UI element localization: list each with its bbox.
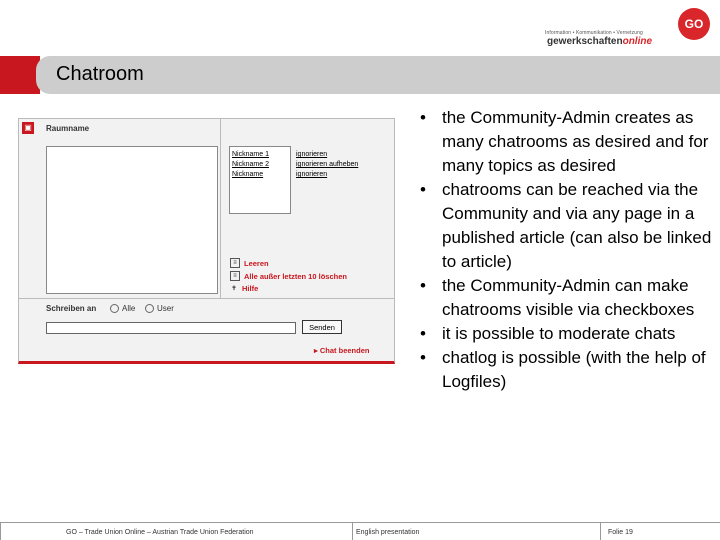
clear-all-action[interactable] — [230, 271, 347, 281]
bullet-text: chatlog is possible (with the help of Logfiles) — [442, 348, 706, 391]
logo-wordmark — [547, 36, 652, 47]
radio-icon — [145, 304, 154, 313]
bullet-marker: • — [420, 180, 426, 199]
room-name-label: Raumname — [46, 124, 90, 133]
write-to-label: Schreiben an — [46, 304, 97, 313]
logo-word-main: gewerkschaften — [547, 36, 623, 47]
radio-user-label: User — [157, 304, 174, 313]
help-action[interactable] — [230, 284, 258, 293]
end-chat-link[interactable]: ▸ Chat beenden — [314, 346, 370, 355]
logo-word-suffix: online — [622, 36, 653, 47]
footer-left: GO – Trade Union Online – Austrian Trade Union Federation — [66, 529, 254, 536]
chat-window-icon: ▣ — [22, 122, 34, 134]
footer-divider — [600, 522, 601, 540]
bullet-marker: • — [420, 108, 426, 127]
go-logo: GO — [678, 8, 710, 40]
help-icon: ✝ — [231, 285, 237, 292]
clear-all-label: Alle außer letzten 10 löschen — [244, 271, 347, 281]
feature-list — [420, 106, 716, 394]
list-item — [420, 106, 716, 178]
radio-all-label: Alle — [122, 304, 136, 313]
user-item[interactable]: Nickname 1 — [232, 151, 269, 158]
bullet-text: chatrooms can be reached via the Community and via any page in a published article (can also be linked to article) — [442, 180, 712, 271]
logo-tagline: Information • Kommunikation • Vernetzung — [545, 30, 643, 36]
footer-divider — [0, 522, 1, 540]
footer-page: Folie 19 — [608, 529, 633, 536]
chat-divider — [220, 118, 221, 298]
clear-icon: ≡ — [230, 258, 240, 268]
bullet-text: the Community-Admin can make chatrooms visible via checkboxes — [442, 276, 695, 319]
list-item — [420, 322, 716, 346]
footer-divider — [352, 522, 353, 540]
clear-action[interactable] — [230, 258, 269, 268]
ignore-link[interactable]: ignorieren — [296, 151, 328, 158]
message-area[interactable] — [46, 146, 218, 294]
bullet-marker: • — [420, 348, 426, 367]
help-label: Hilfe — [242, 284, 259, 293]
list-item — [420, 178, 716, 274]
bullet-marker: • — [420, 276, 426, 295]
footer-rule — [0, 522, 720, 523]
bullet-text: it is possible to moderate chats — [442, 324, 676, 343]
clear-label: Leeren — [244, 258, 269, 268]
ignore-link[interactable]: ignorieren — [296, 171, 328, 178]
bullet-text: the Community-Admin creates as many chatrooms as desired and for many topics as desired — [442, 108, 709, 175]
radio-user[interactable] — [145, 304, 174, 313]
footer-center: English presentation — [356, 529, 420, 536]
page-title: Chatroom — [56, 63, 144, 85]
user-item[interactable]: Nickname 2 — [232, 161, 269, 168]
title-accent — [0, 56, 40, 94]
message-input[interactable] — [46, 322, 296, 334]
radio-all[interactable] — [110, 304, 135, 313]
user-item[interactable]: Nickname — [232, 171, 264, 178]
chat-separator — [18, 298, 395, 299]
bullet-marker: • — [420, 324, 426, 343]
radio-icon — [110, 304, 119, 313]
send-button[interactable]: Senden — [302, 320, 342, 334]
list-item — [420, 346, 716, 394]
list-item — [420, 274, 716, 322]
clear-all-icon: ≡ — [230, 271, 240, 281]
unignore-link[interactable]: ignorieren aufheben — [296, 161, 359, 168]
end-chat-label: Chat beenden — [319, 346, 370, 355]
